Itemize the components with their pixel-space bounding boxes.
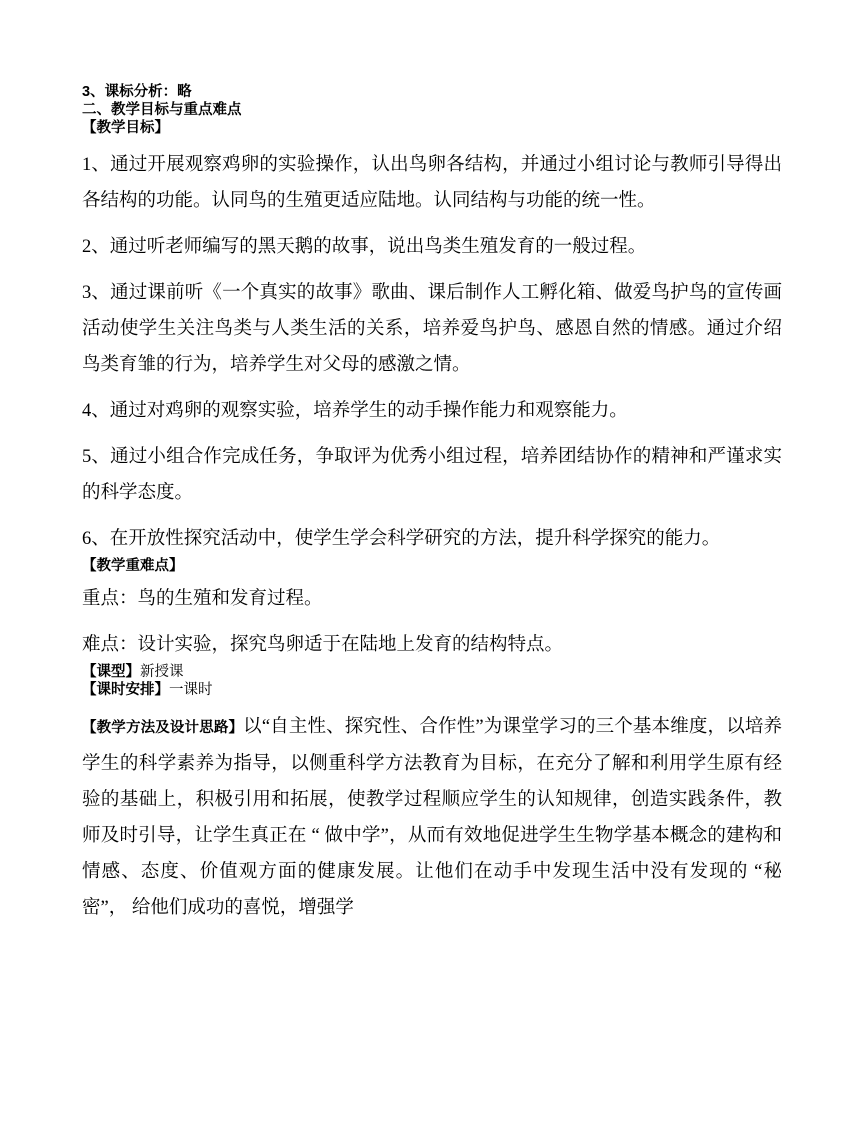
goal-item-5: 5、通过小组合作完成任务，争取评为优秀小组过程，培养团结协作的精神和严谨求实的科学态度。	[82, 447, 782, 503]
lesson-type-label: 【课型】	[82, 664, 140, 680]
goal-item-2: 2、通过听老师编写的黑天鹅的故事，说出鸟类生殖发育的一般过程。	[82, 237, 647, 257]
schedule-line	[82, 681, 782, 699]
schedule-value: 一课时	[169, 682, 213, 698]
document-page	[82, 83, 782, 926]
section3-heading: 3、课标分析：略	[82, 84, 192, 100]
goals-heading: 【教学目标】	[82, 120, 169, 136]
keypoints-heading: 【教学重难点】	[82, 558, 184, 574]
goal-item-4: 4、通过对鸡卵的观察实验，培养学生的动手操作能力和观察能力。	[82, 401, 628, 421]
goal-item-1: 1、通过开展观察鸡卵的实验操作，认出鸟卵各结构，并通过小组讨论与教师引导得出各结构的功能。认同鸟的生殖更适应陆地。认同结构与功能的统一性。	[82, 155, 782, 211]
lesson-type-value: 新授课	[140, 664, 184, 680]
part2-heading: 二、教学目标与重点难点	[82, 102, 242, 118]
keypoint-text: 重点：鸟的生殖和发育过程。	[82, 589, 323, 609]
method-paragraph	[82, 709, 782, 926]
goal-item-3: 3、通过课前听《一个真实的故事》歌曲、课后制作人工孵化箱、做爱鸟护鸟的宣传画活动使学生关注鸟类与人类生活的关系，培养爱鸟护鸟、感恩自然的情感。通过介绍鸟类育雏的行为，培养学生对父母的感激之情。	[82, 283, 782, 375]
lesson-type-line	[82, 663, 782, 681]
goal-item-6: 6、在开放性探究活动中，使学生学会科学研究的方法，提升科学探究的能力。	[82, 529, 721, 549]
method-text: 以“自主性、探究性、合作性”为课堂学习的三个基本维度，以培养学生的科学素养为指导，以侧重科学方法教育为目标，在充分了解和利用学生原有经验的基础上，积极引用和拓展，使教学过程顺应学生的认知规律，创造实践条件，教师及时引导，让学生真正在 “ 做中学”，从而有效地促进学生生物学基本概念的建构和情感、态度、价值观方面的健康发展。让他们在动手中发现生活中没有发现的 “秘密”， 给他们成功的喜悦，增强学	[82, 717, 782, 918]
difficulty-text: 难点：设计实验，探究鸟卵适于在陆地上发育的结构特点。	[82, 635, 564, 655]
schedule-label: 【课时安排】	[82, 682, 169, 698]
method-label: 【教学方法及设计思路】	[82, 720, 244, 736]
